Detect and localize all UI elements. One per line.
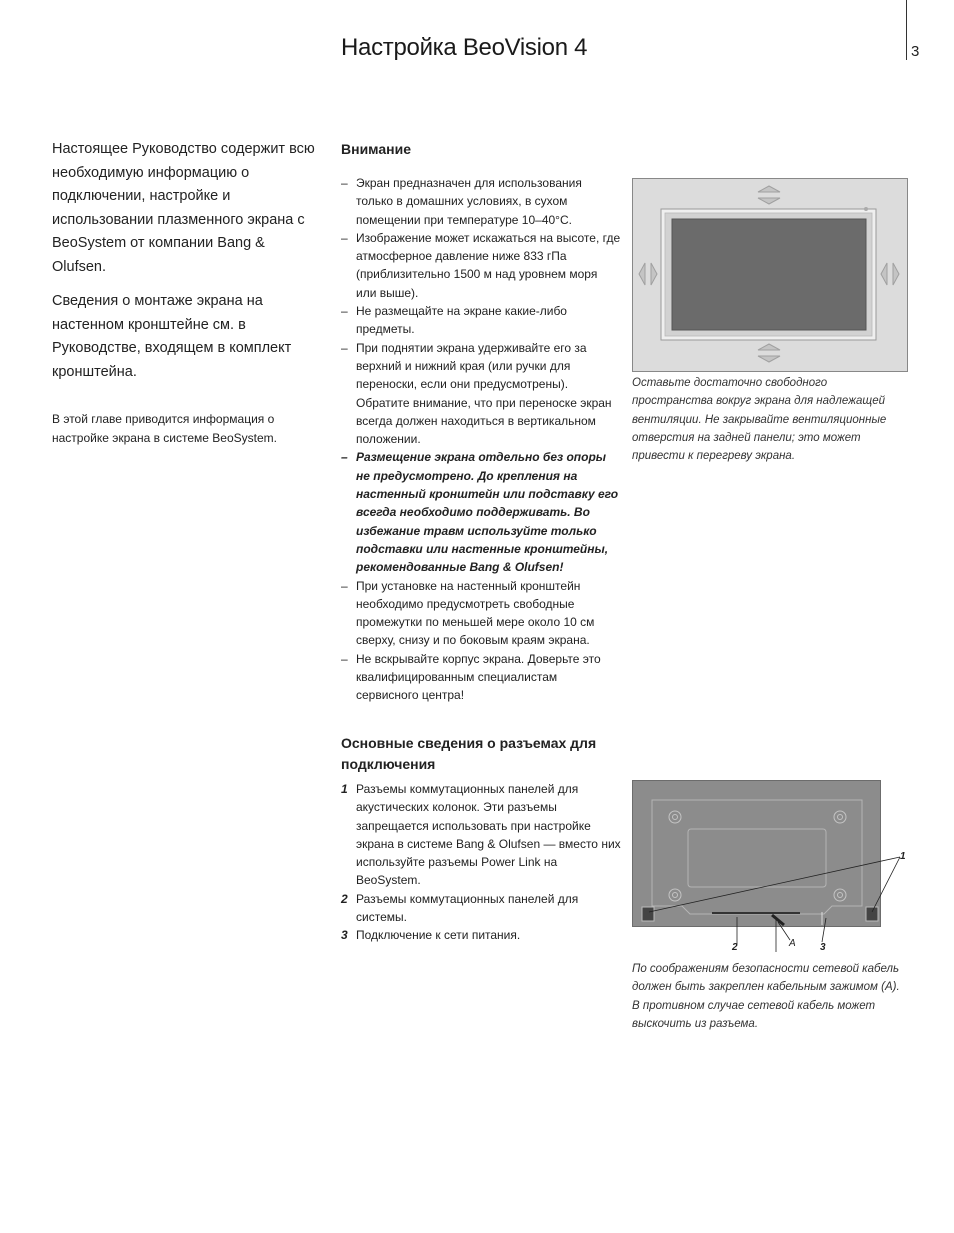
intro-paragraph: Сведения о монтаже экрана на настенном кронштейне см. в Руководстве, входящем в комплект кронштейна. bbox=[52, 293, 292, 380]
warning-list bbox=[341, 174, 621, 705]
page-number: 3 bbox=[911, 43, 920, 60]
item-number: 1 bbox=[341, 782, 348, 796]
page-title: Настройка BeoVision 4 bbox=[341, 34, 588, 61]
item-number: 2 bbox=[341, 891, 348, 906]
connections-heading: Основные сведения о разъемах для подключения bbox=[341, 735, 597, 772]
list-item: – При установке на настенный кронштейн необходимо предусмотреть свободные промежутки по меньшей мере около 10 см сверху, снизу и по боковым краям экрана. bbox=[341, 577, 621, 650]
header-divider bbox=[906, 0, 907, 60]
label-2: 2 bbox=[732, 942, 738, 953]
intro-text bbox=[52, 138, 317, 395]
intro-paragraph: Настоящее Руководство содержит всю необходимую информацию о подключении, настройке и использовании плазменного экрана с BeoSystem от компании Bang & Olufsen. bbox=[52, 141, 315, 275]
label-a: A bbox=[789, 938, 796, 949]
ventilation-caption: Оставьте достаточно свободного пространства вокруг экрана для надлежащей вентиляции. Не закрывайте вентиляционные отверстия на задней панели; это может привести к перегреву экрана. bbox=[632, 377, 887, 463]
warning-heading: Внимание bbox=[341, 141, 411, 157]
label-3: 3 bbox=[820, 942, 826, 953]
list-item: – При поднятии экрана удерживайте его за верхний и нижний края (или ручки для переноски, если они предусмотрены). Обратите внимание, что при переноске экран всегда должен находиться в вертикальном положении. bbox=[341, 339, 621, 449]
list-item bbox=[341, 890, 621, 927]
connections-section bbox=[341, 733, 621, 945]
item-text: Разъемы коммутационных панелей для системы. bbox=[356, 891, 579, 925]
list-item: – Не размещайте на экране какие-либо предметы. bbox=[341, 302, 621, 339]
ventilation-illustration bbox=[632, 178, 908, 372]
list-item: – Не вскрывайте корпус экрана. Доверьте это квалифицированным специалистам сервисного центра! bbox=[341, 650, 621, 705]
back-panel-caption: По соображениям безопасности сетевой кабель должен быть закреплен кабельным зажимом (A). В противном случае сетевой кабель может выскочить из разъема. bbox=[632, 963, 900, 1030]
list-item: – Изображение может искажаться на высоте, где атмосферное давление ниже 833 гПа (приблизительно 1500 м над уровнем моря или выше). bbox=[341, 229, 621, 302]
back-panel-illustration bbox=[632, 780, 912, 956]
item-text: Разъемы коммутационных панелей для акустических колонок. Эти разъемы запрещается использовать при настройке экрана в системе Bang & Olufsen — вместо них используйте разъемы Power Link на BeoSystem. bbox=[356, 782, 621, 888]
intro-note: В этой главе приводится информация о настройке экрана в системе BeoSystem. bbox=[52, 412, 277, 445]
list-item-emphasis: – Размещение экрана отдельно без опоры не предусмотрено. До крепления на настенный кронштейн или подставку его всегда необходимо поддерживать. Во избежание травм используйте только подставки или настенные кронштейны, рекомендованные Bang & Olufsen! bbox=[341, 448, 621, 576]
list-item: – Экран предназначен для использования только в домашних условиях, в сухом помещении при температуре 10–40°C. bbox=[341, 174, 621, 229]
item-text: Подключение к сети питания. bbox=[356, 928, 521, 943]
connections-list bbox=[341, 780, 621, 945]
item-number: 3 bbox=[341, 928, 348, 943]
label-1: 1 bbox=[900, 851, 906, 862]
list-item bbox=[341, 926, 621, 944]
warning-section bbox=[341, 139, 621, 705]
list-item bbox=[341, 780, 621, 890]
